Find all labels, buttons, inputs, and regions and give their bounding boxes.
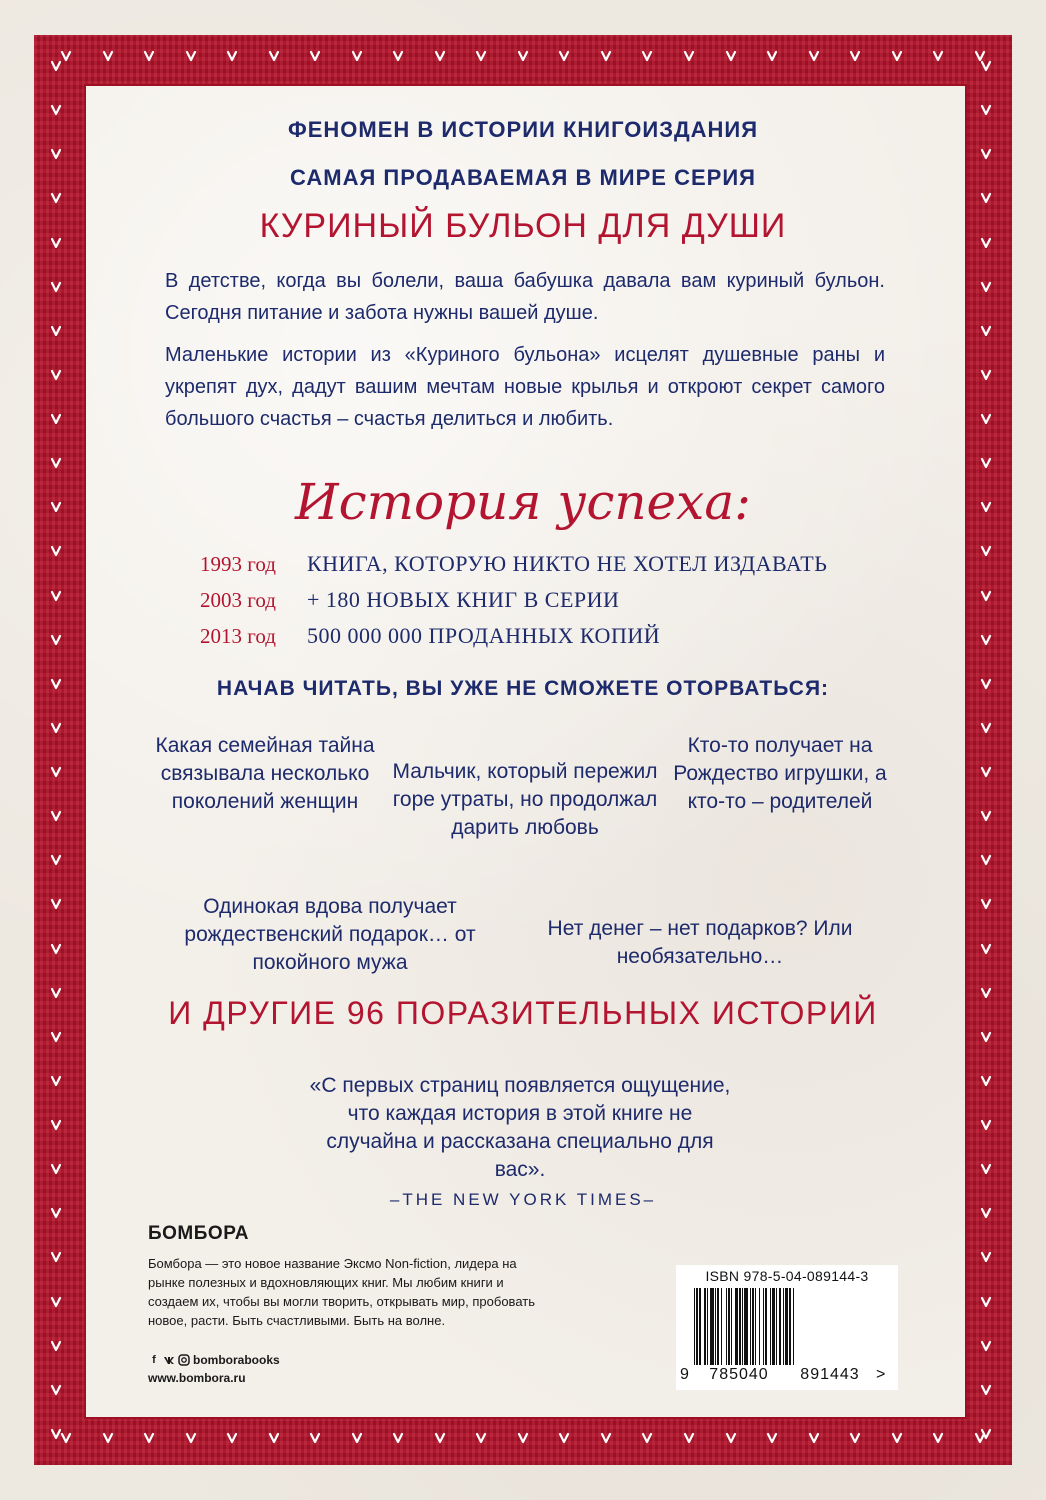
success-story-title: История успеха: bbox=[295, 473, 751, 531]
review-quote: «С первых страниц появляется ощущение, что каждая история в этой книге не случайна и рассказана специально для вас». bbox=[309, 1074, 731, 1181]
barcode-digits bbox=[680, 1366, 894, 1384]
barcode-lead-digit: 9 bbox=[680, 1366, 690, 1383]
timeline-text: 500 000 000 ПРОДАННЫХ КОПИЙ bbox=[307, 623, 661, 648]
story-blurb-boy: Мальчик, который пережил горе утраты, но продолжал дарить любовь bbox=[392, 760, 658, 839]
timeline-row bbox=[200, 587, 827, 623]
timeline-year: 2003 год bbox=[200, 588, 276, 612]
timeline-row bbox=[200, 551, 827, 587]
publisher-description: Бомбора — это новое название Эксмо Non-fiction, лидера на рынке полезных и вдохновляющих книг. Мы любим книги и создаем их, чтобы вы могли творить, открывать мир, пробовать новое, расти. Быть счастливыми. Быть на волне. bbox=[148, 1256, 535, 1328]
story-blurb-christmas: Кто-то получает на Рождество игрушки, а кто-то – родителей bbox=[673, 734, 887, 813]
timeline-text: + 180 НОВЫХ КНИГ В СЕРИИ bbox=[307, 587, 620, 612]
social-handle[interactable]: bomborabooks bbox=[193, 1353, 280, 1367]
story-blurb-family-secret: Какая семейная тайна связывала несколько поколений женщин bbox=[155, 734, 375, 813]
story-blurb-no-money: Нет денег – нет подарков? Или необязательно… bbox=[547, 917, 853, 968]
facebook-icon[interactable]: f bbox=[152, 1354, 156, 1366]
success-timeline bbox=[200, 551, 827, 659]
headline-bestseller: САМАЯ ПРОДАВАЕМАЯ В МИРЕ СЕРИЯ bbox=[290, 165, 756, 190]
barcode-group-1: 785040 bbox=[709, 1366, 769, 1383]
timeline-year: 2013 год bbox=[200, 624, 276, 648]
instagram-icon[interactable] bbox=[178, 1354, 190, 1366]
timeline-row bbox=[200, 623, 827, 659]
isbn-number: ISBN 978-5-04-089144-3 bbox=[705, 1268, 869, 1284]
timeline-year: 1993 год bbox=[200, 552, 276, 576]
teaser-heading: НАЧАВ ЧИТАТЬ, ВЫ УЖЕ НЕ СМОЖЕТЕ ОТОРВАТЬСЯ: bbox=[216, 677, 830, 700]
social-links bbox=[148, 1353, 280, 1367]
barcode-bars bbox=[694, 1288, 880, 1365]
publisher-website[interactable]: www.bombora.ru bbox=[148, 1371, 246, 1385]
isbn-barcode bbox=[676, 1265, 898, 1390]
story-blurb-widow: Одинокая вдова получает рождественский подарок… от покойного мужа bbox=[184, 895, 476, 974]
barcode-bar bbox=[794, 1288, 796, 1365]
intro-paragraph-1: В детстве, когда вы болели, ваша бабушка давала вам куриный бульон. Сегодня питание и забота нужны вашей душе. bbox=[165, 270, 885, 324]
intro-paragraph-2: Маленькие истории из «Куриного бульона» исцелят душевные раны и укрепят дух, дадут вашим мечтам новые крылья и откроют секрет самого большого счастья – счастья делиться и любить. bbox=[165, 344, 885, 430]
barcode-group-2: 891443 bbox=[800, 1366, 860, 1383]
timeline-text: КНИГА, КОТОРУЮ НИКТО НЕ ХОТЕЛ ИЗДАВАТЬ bbox=[307, 551, 828, 576]
review-source: –THE NEW YORK TIMES– bbox=[389, 1190, 657, 1209]
publisher-logo: БОМБОРА bbox=[148, 1223, 249, 1244]
vk-icon[interactable] bbox=[163, 1354, 175, 1366]
series-title: КУРИНЫЙ БУЛЬОН ДЛЯ ДУШИ bbox=[259, 207, 787, 245]
more-stories-heading: И ДРУГИЕ 96 ПОРАЗИТЕЛЬНЫХ ИСТОРИЙ bbox=[168, 995, 878, 1031]
headline-phenomenon: ФЕНОМЕН В ИСТОРИИ КНИГОИЗДАНИЯ bbox=[287, 117, 759, 142]
barcode-tail: > bbox=[876, 1366, 887, 1383]
